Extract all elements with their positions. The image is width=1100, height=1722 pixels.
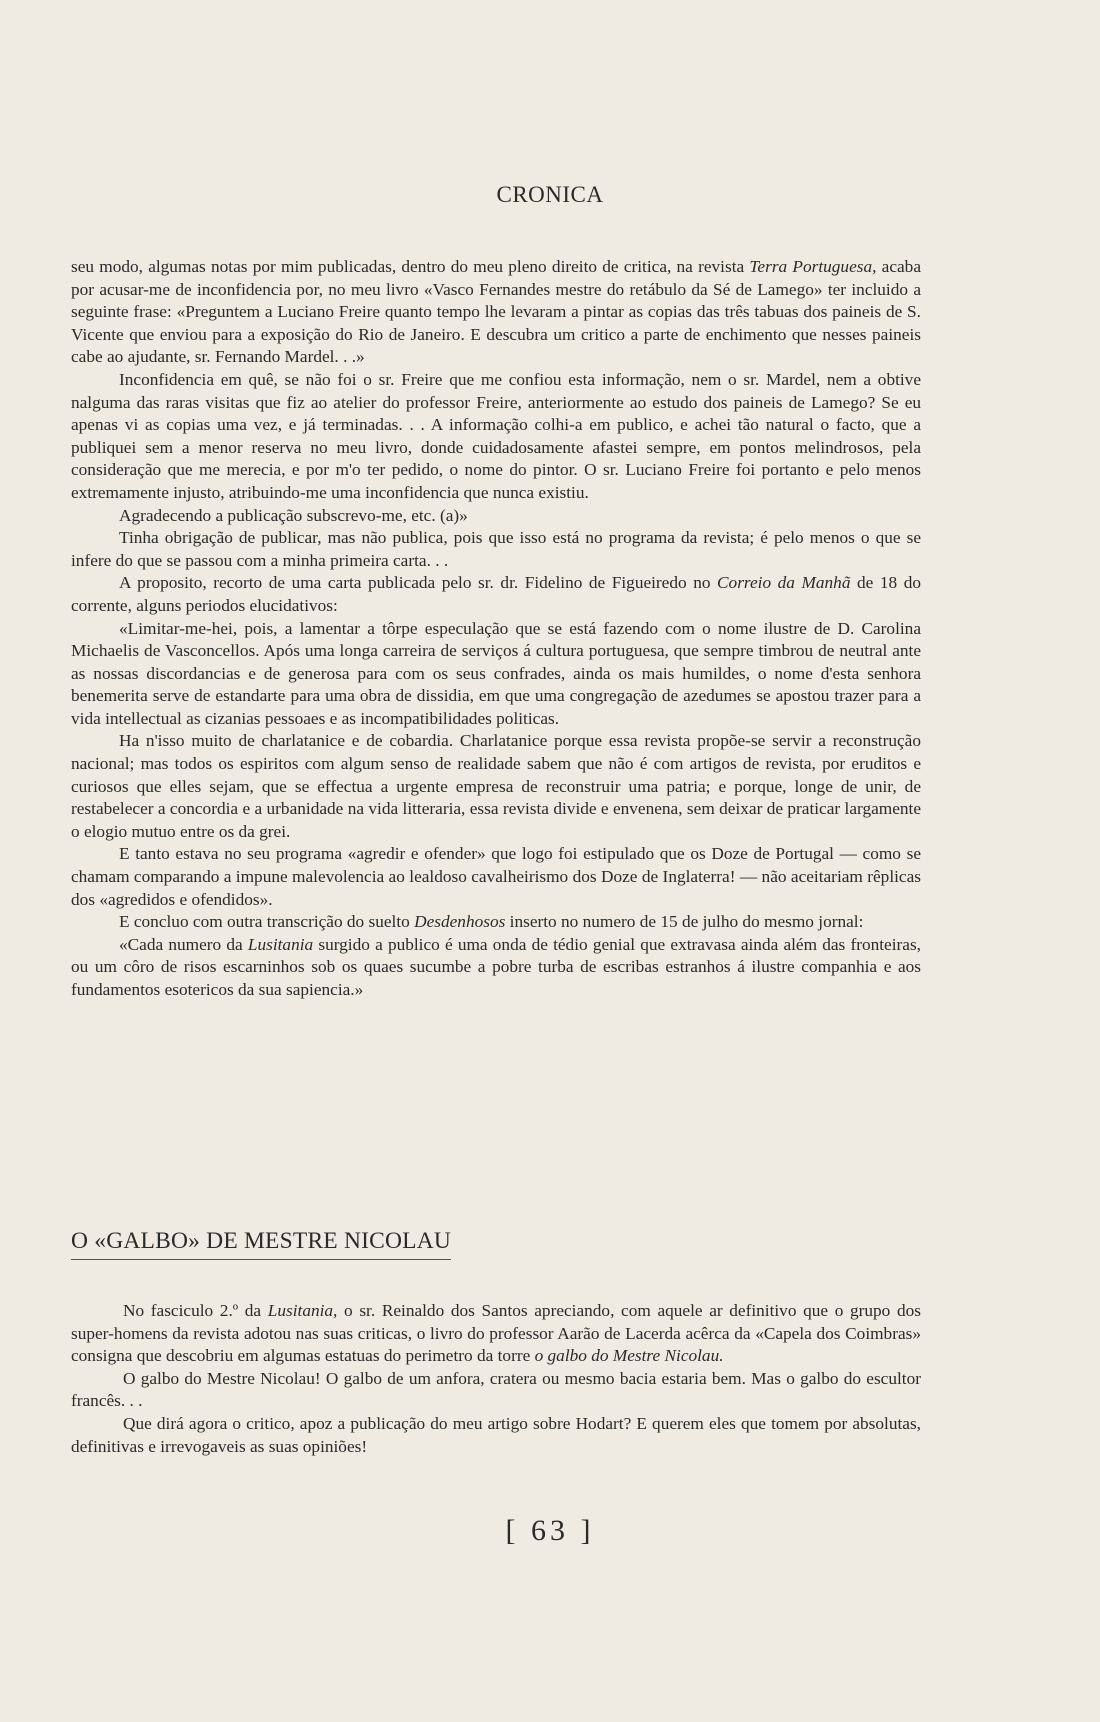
body-paragraph: A proposito, recorto de uma carta publicada pelo sr. dr. Fidelino de Figueiredo no Correio da Manhã de 18 do corrente, alguns periodos elucidativos: bbox=[71, 573, 921, 615]
italic-title: Desdenhosos bbox=[414, 912, 506, 932]
section-body bbox=[71, 1300, 921, 1458]
italic-title: Terra Portuguesa, bbox=[749, 257, 877, 276]
body-paragraph: Agradecendo a publicação subscrevo-me, etc. (a)» bbox=[119, 505, 468, 525]
body-paragraph: E tanto estava no seu programa «agredir e ofender» que logo foi estipulado que os Doze de Portugal — como se chamam comparando a impune malevolencia ao lealdoso cavalheirismo dos Doze de Inglaterra! — não aceitariam rêplicas dos «agredidos e ofendidos». bbox=[71, 844, 921, 909]
body-paragraph: seu modo, algumas notas por mim publicadas, dentro do meu pleno direito de critica, na revista Terra Portuguesa, acaba por acusar-me de inconfidencia por, no meu livro «Vasco Fernandes mestre do retábulo da Sé de Lamego» ter incluido a seguinte frase: «Preguntem a Luciano Freire quanto tempo lhe levaram a pintar as copias das três tabuas dos paineis de S. Vicente que enviou para a exposição do Rio de Janeiro. E descubra um critico a parte de enchimento que nesses paineis cabe ao ajudante, sr. Fernando Mardel. . .» bbox=[71, 257, 921, 367]
section-paragraph: O galbo do Mestre Nicolau! O galbo de um anfora, cratera ou mesmo bacia estaria bem. Mas o galbo do escultor francês. . . bbox=[71, 1368, 921, 1411]
page-number: [ 63 ] bbox=[505, 1514, 595, 1547]
body-paragraph: Tinha obrigação de publicar, mas não publica, pois que isso está no programa da revista; é pelo menos o que se infere do que se passou com a minha primeira carta. . . bbox=[71, 528, 921, 570]
italic-title: Lusitania bbox=[247, 934, 314, 954]
body-paragraph: E concluo com outra transcrição do suelto Desdenhosos inserto no numero de 15 de julho do mesmo jornal: bbox=[119, 912, 864, 932]
section-title: O «GALBO» DE MESTRE NICOLAU bbox=[71, 1228, 451, 1260]
italic-title: o galbo do Mestre Nicolau. bbox=[534, 1346, 724, 1366]
body-paragraph: «Cada numero da Lusitania surgido a publico é uma onda de tédio genial que extravasa ainda além das fronteiras, ou um côro de risos escarninhos sob os quaes sucumbe a pobre turba de escribas estranhos á ilustre companhia e aos fundamentos esotericos da sua sapiencia.» bbox=[71, 934, 921, 999]
article-body bbox=[71, 256, 921, 1002]
italic-title: Lusitania, bbox=[267, 1301, 338, 1320]
body-paragraph: «Limitar-me-hei, pois, a lamentar a tôrpe especulação que se está fazendo com o nome ilustre de D. Carolina Michaelis de Vasconcellos. Após uma longa carreira de serviços á cultura portuguesa, que sempre timbrou de neutral ante as nossas discordancias e de generosa para com os seus confrades, ainda os mais humildes, o nome d'esta senhora benemerita serve de estandarte para uma obra de dissidia, em que uma congregação de azedumes se apostou trazer para a vida intellectual as cizanias pessoaes e as incompatibilidades politicas. bbox=[71, 618, 921, 728]
body-paragraph: Inconfidencia em quê, se não foi o sr. Freire que me confiou esta informação, nem o sr. Mardel, nem a obtive nalguma das raras visitas que fiz ao atelier do professor Freire, anteriormente ao estudo dos paineis de Lamego? Se eu apenas vi as copias uma vez, e já terminadas. . . A informação colhi-a em publico, e achei tão natural o facto, que a publiquei sem a menor reserva no meu livro, donde cuidadosamente afastei sempre, em pontos melindrosos, pela consideração que me merecia, e por m'o ter pedido, o nome do pintor. O sr. Luciano Freire foi portanto e pelo menos extremamente injusto, atribuindo-me uma inconfidencia que nunca existiu. bbox=[71, 369, 921, 502]
section-paragraph: Que dirá agora o critico, apoz a publicação do meu artigo sobre Hodart? E querem eles que tomem por absolutas, definitivas e irrevogaveis as suas opiniões! bbox=[71, 1413, 921, 1456]
section-paragraph: No fasciculo 2.º da Lusitania, o sr. Reinaldo dos Santos apreciando, com aquele ar definitivo que o grupo dos super-homens da revista adotou nas suas criticas, o livro do professor Aarão de Lacerda acêrca da «Capela dos Coimbras» consigna que descobriu em algumas estatuas do perimetro da torre o galbo do Mestre Nicolau. bbox=[71, 1301, 921, 1366]
running-header: CRONICA bbox=[496, 182, 604, 207]
italic-title: Correio da Manhã bbox=[717, 573, 851, 593]
body-paragraph: Ha n'isso muito de charlatanice e de cobardia. Charlatanice porque essa revista propõe-se servir a reconstrução nacional; mas todos os espiritos com algum senso de realidade sabem que não é com artigos de revista, por eruditos e curiosos que elles sejam, que se effectua a urgente empresa de reconstruir uma patria; e porque, longe de unir, de restabelecer a concordia e a urbanidade na vida litteraria, essa revista divide e envenena, sem deixar de praticar largamente o elogio mutuo entre os da grei. bbox=[71, 731, 921, 841]
